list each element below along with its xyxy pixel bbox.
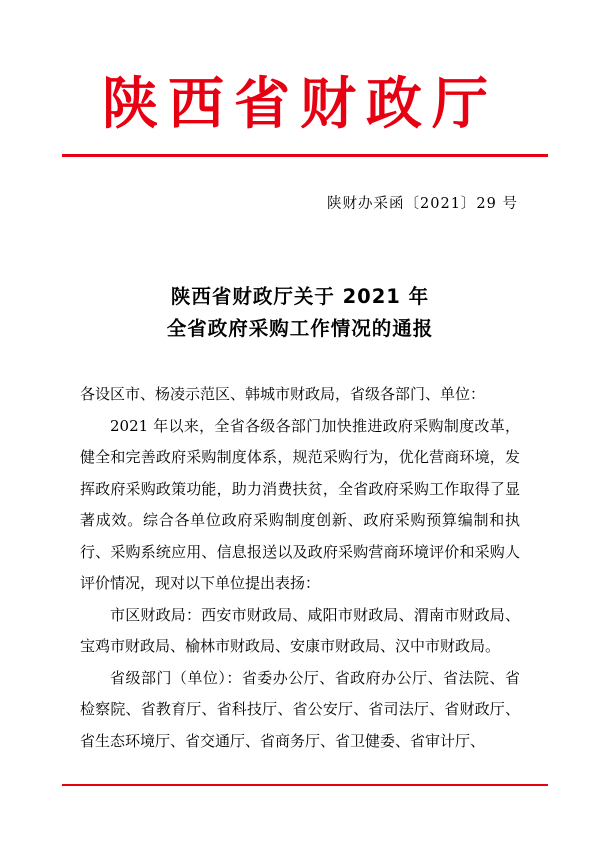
body-paragraph-2: 市区财政局：西安市财政局、咸阳市财政局、渭南市财政局、宝鸡市财政局、榆林市财政局、安康市财政局、汉中市财政局。: [80, 605, 520, 655]
document-body: [80, 379, 520, 757]
agency-masthead: 陕西省财政厅: [102, 71, 498, 137]
salutation: 各设区市、杨凌示范区、韩城市财政局，省级各部门、单位：: [80, 385, 486, 403]
document-title-line-2: 全省政府采购工作情况的通报: [166, 317, 434, 340]
body-paragraph-1: 2021 年以来，全省各级各部门加快推进政府采购制度改革，健全和完善政府采购制度体系，规范采购行为，优化营商环境，发挥政府采购政策功能，助力消费扶贫，全省政府采购工作取得了显著成效。综合各单位政府采购制度创新、政府采购预算编制和执行、采购系统应用、信息报送以及政府采购营商环境评价和采购人评价情况，现对以下单位提出表扬：: [80, 416, 520, 592]
header-red-rule: [62, 154, 548, 157]
footer-red-rule: [62, 784, 548, 786]
document-number: 陕财办采函〔2021〕29 号: [327, 196, 518, 212]
document-title-line-1: 陕西省财政厅关于 2021 年: [170, 285, 430, 308]
body-paragraph-3: 省级部门（单位）：省委办公厅、省政府办公厅、省法院、省检察院、省教育厅、省科技厅、省公安厅、省司法厅、省财政厅、省生态环境厅、省交通厅、省商务厅、省卫健委、省审计厅、: [80, 668, 520, 750]
